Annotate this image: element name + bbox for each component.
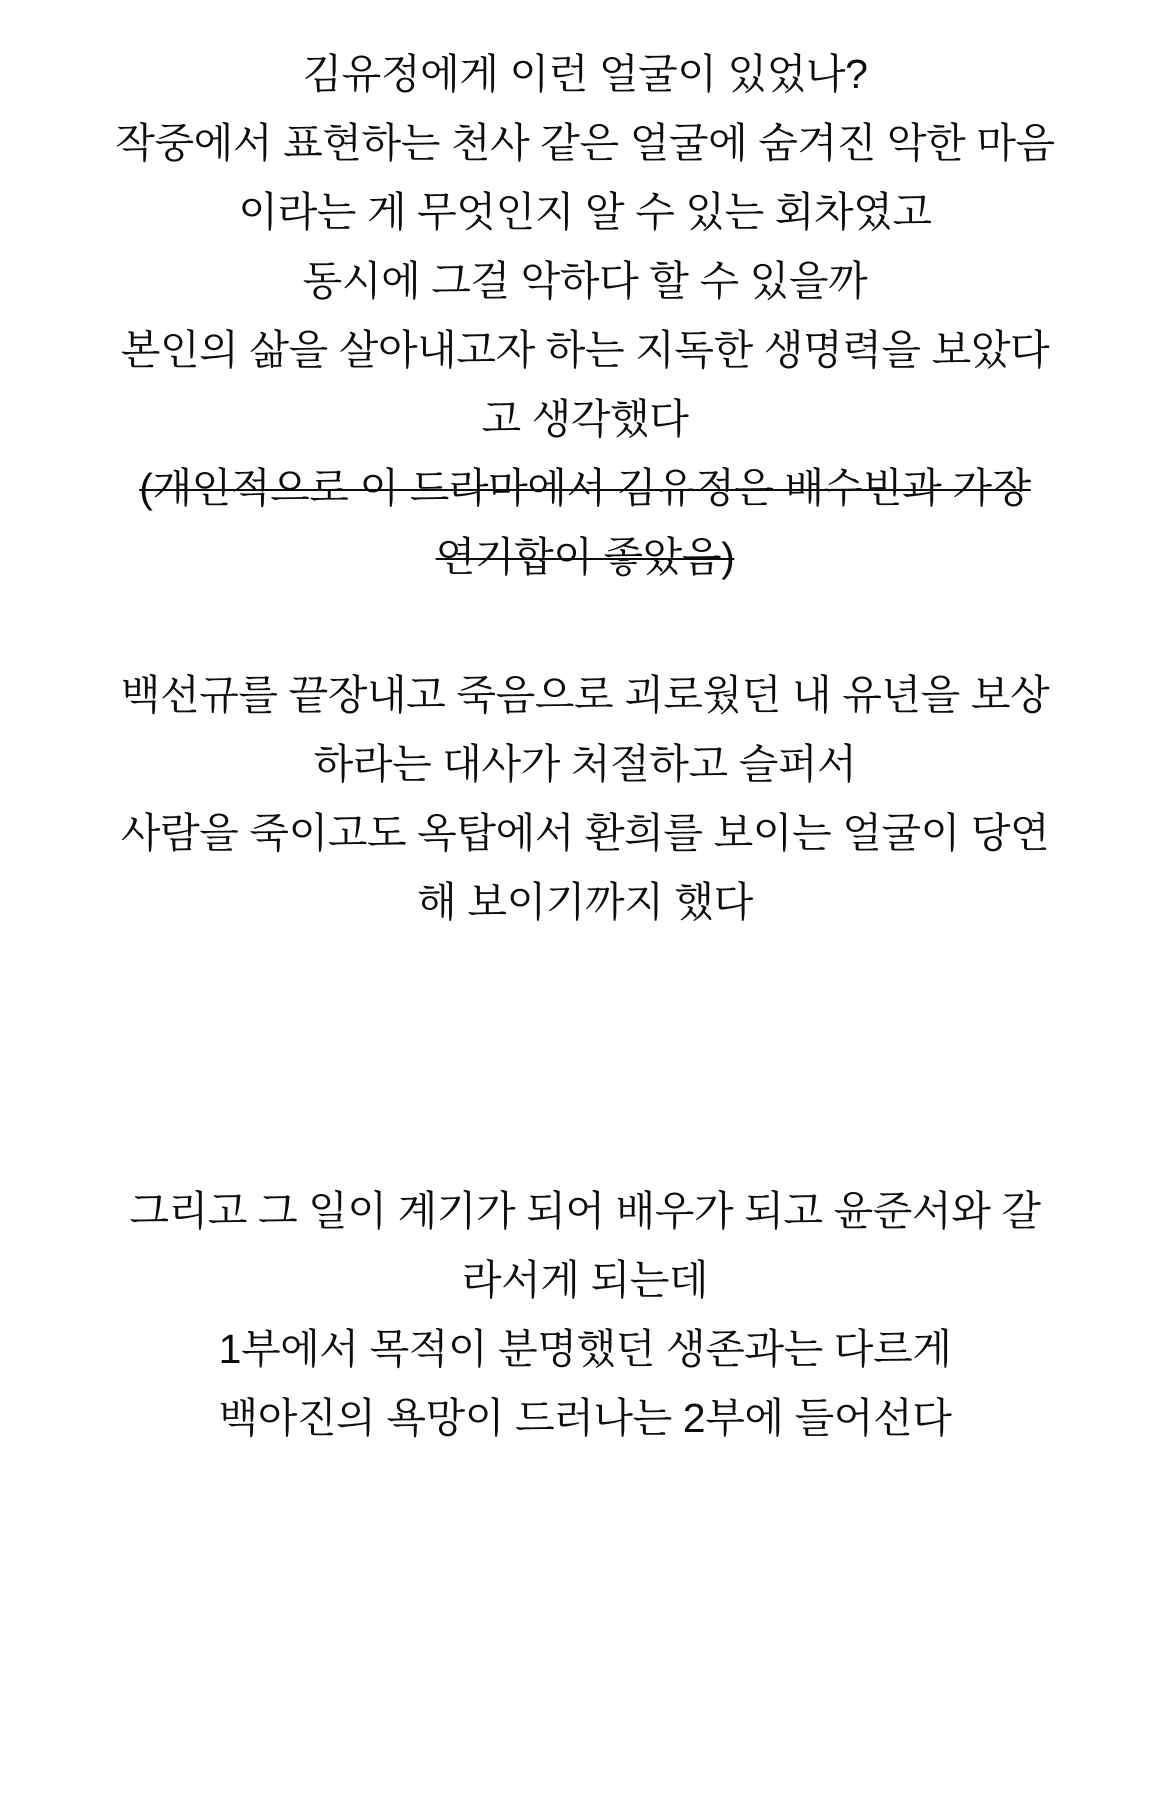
text-line: 작중에서 표현하는 천사 같은 얼굴에 숨겨진 악한 마음 — [115, 120, 1055, 166]
text-line: 백선규를 끝장내고 죽음으로 괴로웠던 내 유년을 보상 — [120, 672, 1050, 718]
text-line: 1부에서 목적이 분명했던 생존과는 다르게 — [218, 1326, 952, 1372]
text-line: 동시에 그걸 악하다 할 수 있을까 — [302, 258, 868, 304]
text-line: 라서게 되는데 — [461, 1257, 709, 1303]
text-line: 백아진의 욕망이 드러나는 2부에 들어선다 — [218, 1395, 952, 1441]
text-line: 고 생각했다 — [481, 396, 689, 442]
text-line: 이라는 게 무엇인지 알 수 있는 회차였고 — [238, 189, 932, 235]
paragraph-block-1 — [60, 40, 1110, 592]
text-line: 하라는 대사가 처절하고 슬퍼서 — [313, 741, 857, 787]
text-line-strikethrough: 연기합이 좋았음) — [435, 534, 735, 580]
paragraph-block-2 — [60, 661, 1110, 937]
paragraph-spacer — [60, 592, 1110, 661]
paragraph-spacer-large — [60, 937, 1110, 1177]
text-line: 김유정에게 이런 얼굴이 있었나? — [302, 51, 868, 97]
text-line: 본인의 삶을 살아내고자 하는 지독한 생명력을 보았다 — [120, 327, 1050, 373]
text-line: 해 보이기까지 했다 — [417, 879, 753, 925]
text-line: 그리고 그 일이 계기가 되어 배우가 되고 윤준서와 갈 — [129, 1188, 1041, 1234]
text-line: 사람을 죽이고도 옥탑에서 환희를 보이는 얼굴이 당연 — [120, 810, 1050, 856]
text-line-strikethrough: (개인적으로 이 드라마에서 김유정은 배수빈과 가장 — [139, 465, 1031, 511]
paragraph-block-3 — [60, 1177, 1110, 1453]
